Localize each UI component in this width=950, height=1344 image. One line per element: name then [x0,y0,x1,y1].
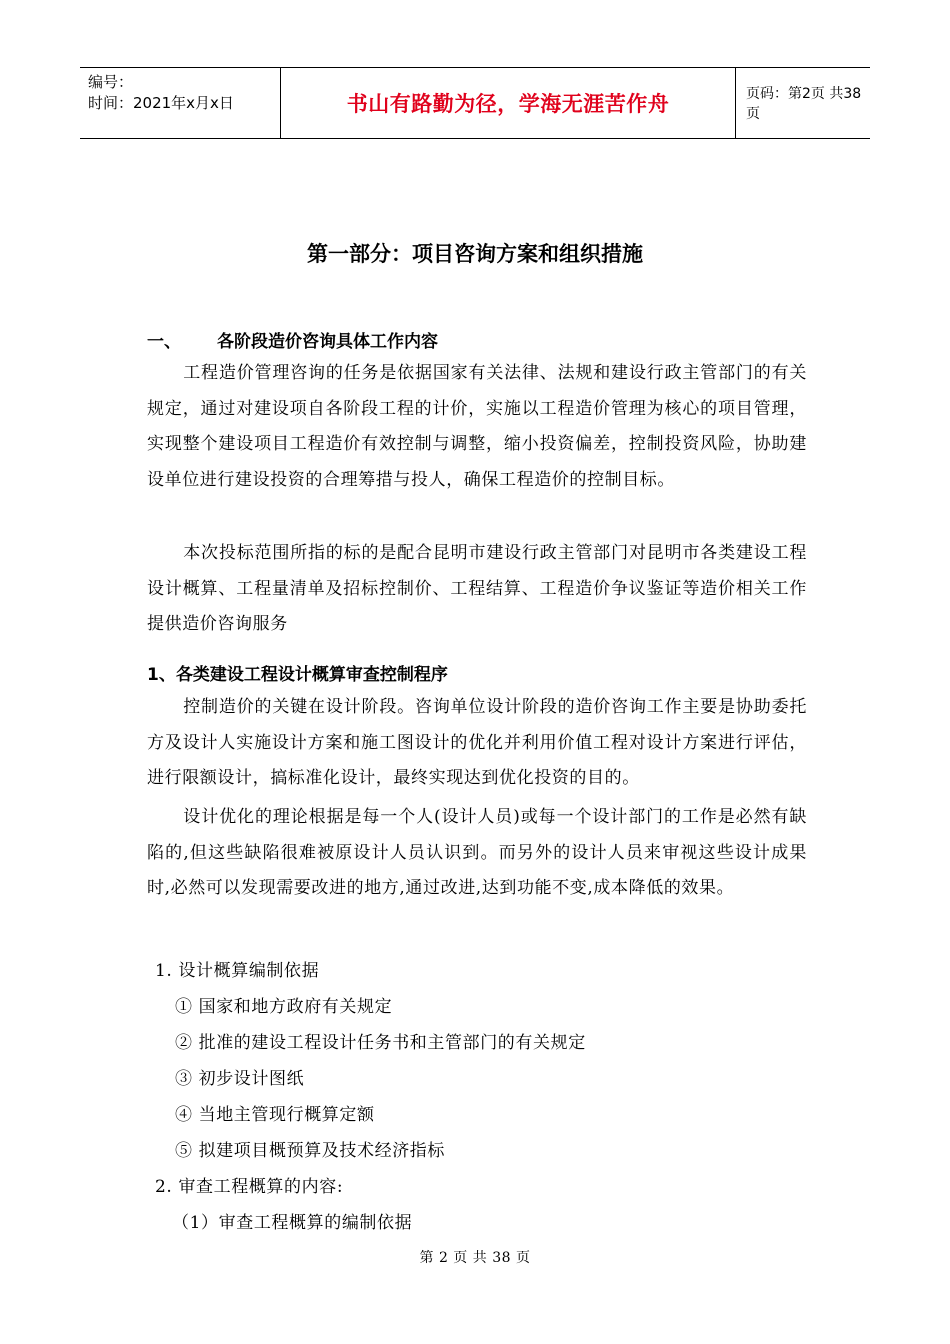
list-item: ② 批准的建设工程设计任务书和主管部门的有关规定 [175,1033,586,1053]
list-item: ⑤ 拟建项目概预算及技术经济指标 [175,1141,446,1161]
paragraph-design-optimization [147,800,807,907]
header-page-info: 页码：第2页 共38页 [746,86,862,122]
header-table [80,67,870,139]
section-title: 各阶段造价咨询具体工作内容 [217,332,438,352]
paragraph-design-stage-text: 控制造价的关键在设计阶段。咨询单位设计阶段的造价咨询工作主要是协助委托方及设计人实施设计方案和施工图设计的优化并利用价值工程对设计方案进行评估，进行限额设计，搞标准化设计，最终实现达到优化投资的目的。 [147,697,807,789]
header-meta-cell [80,68,281,138]
paragraph-task-text: 工程造价管理咨询的任务是依据国家有关法律、法规和建设行政主管部门的有关规定，通过对建设项自各阶段工程的计价，实施以工程造价管理为核心的项目管理，实现整个建设项目工程造价有效控制与调整，缩小投资偏差，控制投资风险，协助建设单位进行建设投资的合理筹措与投人，确保工程造价的控制目标。 [147,363,807,490]
paragraph-scope-text: 本次投标范围所指的标的是配合昆明市建设行政主管部门对昆明市各类建设工程设计概算、工程量清单及招标控制价、工程结算、工程造价争议鉴证等造价相关工作提供造价咨询服务 [147,543,807,635]
paragraph-task [147,356,807,498]
list-item: ④ 当地主管现行概算定额 [175,1105,375,1125]
header-motto: 书山有路勤为径，学海无涯苦作舟 [346,92,670,116]
list-heading-basis: 1. 设计概算编制依据 [155,961,320,981]
list-item: ③ 初步设计图纸 [175,1069,305,1089]
paragraph-scope [147,536,807,643]
paragraph-design-optimization-text: 设计优化的理论根据是每一个人(设计人员)或每一个设计部门的工作是必然有缺陷的,但这些缺陷很难被原设计人员认识到。而另外的设计人员来审视这些设计成果时,必然可以发现需要改进的地方,通过改进,达到功能不变,成本降低的效果。 [147,807,807,899]
paragraph-design-stage [147,690,807,797]
section-number: 一、 [147,332,181,352]
page-title: 第一部分：项目咨询方案和组织措施 [307,242,643,266]
section-heading [147,327,438,352]
document-date: 时间：2021年x月x日 [88,94,234,112]
list-item: （1）审查工程概算的编制依据 [172,1213,413,1233]
subsection-heading: 1、各类建设工程设计概算审查控制程序 [147,665,448,685]
list-item: ① 国家和地方政府有关规定 [175,997,393,1017]
document-number-label: 编号： [88,73,134,91]
header-motto-cell [281,68,736,138]
page-footer: 第 2 页 共 38 页 [419,1250,531,1266]
list-heading-content: 2. 审查工程概算的内容: [155,1177,344,1197]
